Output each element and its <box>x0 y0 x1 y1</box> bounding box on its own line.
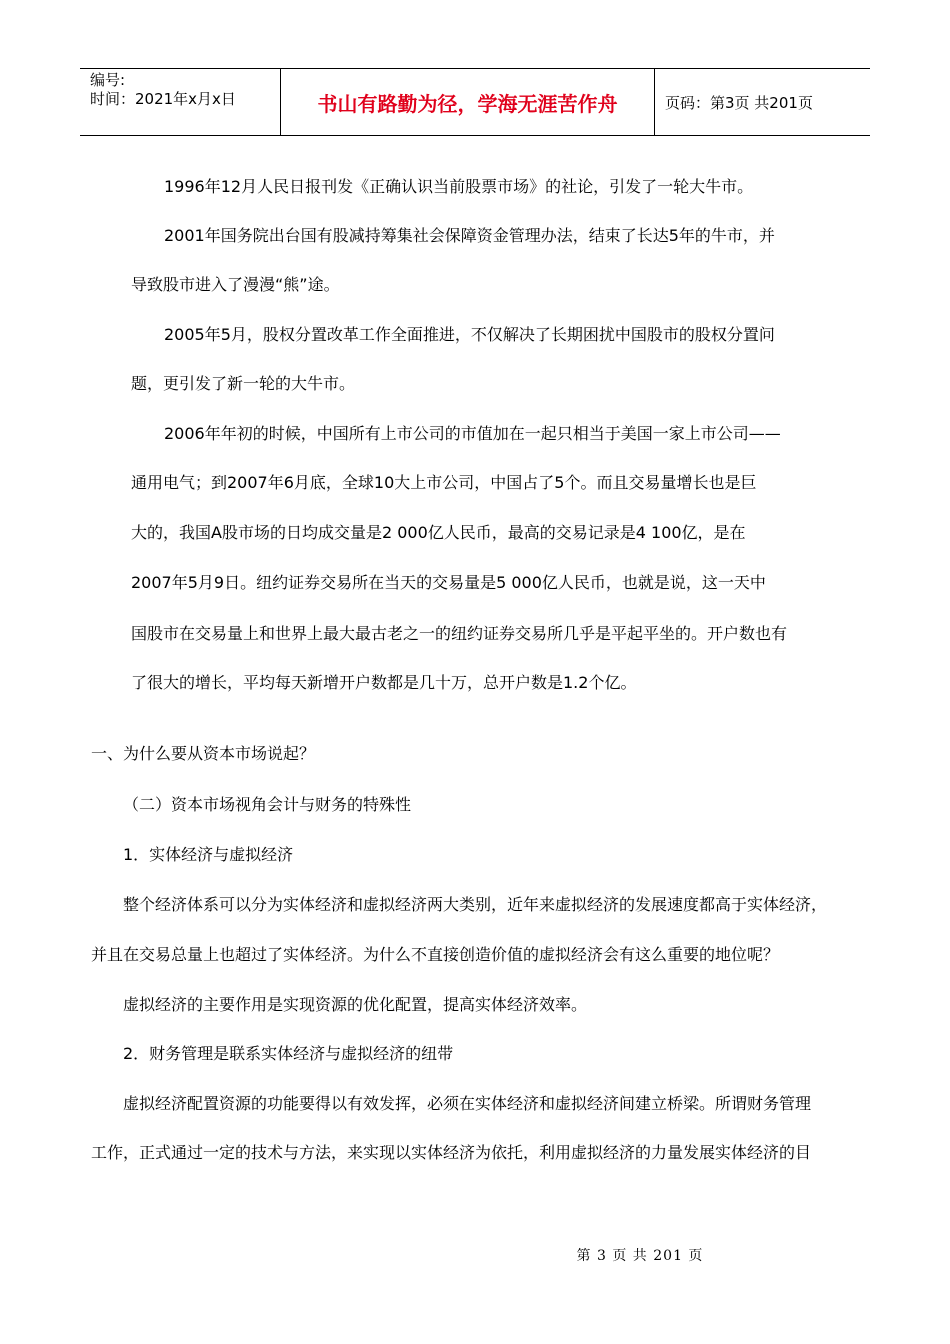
body-line: 虚拟经济配置资源的功能要得以有效发挥，必须在实体经济和虚拟经济间建立桥梁。所谓财务管理 <box>123 1094 812 1113</box>
body-line: 整个经济体系可以分为实体经济和虚拟经济两大类别，近年来虚拟经济的发展速度都高于实体经济， <box>123 895 828 914</box>
body-line: 国股市在交易量上和世界上最大最古老之一的纽约证券交易所几乎是平起平坐的。开户数也有 <box>131 624 788 643</box>
section-heading: 一、为什么要从资本市场说起？ <box>91 744 316 763</box>
header-table <box>80 68 870 136</box>
header-left-cell <box>80 69 281 135</box>
body-line: 题，更引发了新一轮的大牛市。 <box>131 374 356 393</box>
motto-text: 书山有路勤为径，学海无涯苦作舟 <box>317 92 618 116</box>
header-right-cell <box>655 69 870 135</box>
date-label: 时间：2021年x月x日 <box>90 90 236 108</box>
header-middle-cell <box>281 69 655 135</box>
subsection-heading: 1．实体经济与虚拟经济 <box>123 845 294 864</box>
subsection-heading: （二）资本市场视角会计与财务的特殊性 <box>123 795 412 814</box>
body-line: 2005年5月，股权分置改革工作全面推进，不仅解决了长期困扰中国股市的股权分置问 <box>164 325 775 344</box>
page-info-label: 页码：第3页 共201页 <box>665 94 813 112</box>
footer-page-number: 第 3 页 共 201 页 <box>576 1248 704 1264</box>
body-line: 1996年12月人民日报刊发《正确认识当前股票市场》的社论，引发了一轮大牛市。 <box>164 177 754 196</box>
page-footer <box>0 1247 950 1265</box>
subsection-heading: 2．财务管理是联系实体经济与虚拟经济的纽带 <box>123 1044 454 1063</box>
body-line: 通用电气；到2007年6月底，全球10大上市公司，中国占了5个。而且交易量增长也是巨 <box>131 473 757 492</box>
body-line: 2007年5月9日。纽约证券交易所在当天的交易量是5 000亿人民币，也就是说，这一天中 <box>131 573 766 592</box>
serial-number-label: 编号: <box>90 71 126 89</box>
body-line: 大的，我国A股市场的日均成交量是2 000亿人民币，最高的交易记录是4 100亿，是在 <box>131 523 746 542</box>
body-line: 工作，正式通过一定的技术与方法，来实现以实体经济为依托，利用虚拟经济的力量发展实体经济的目 <box>91 1143 812 1162</box>
body-line: 2001年国务院出台国有股减持筹集社会保障资金管理办法，结束了长达5年的牛市，并 <box>164 226 775 245</box>
body-line: 2006年年初的时候，中国所有上市公司的市值加在一起只相当于美国一家上市公司—— <box>164 424 781 443</box>
body-line: 导致股市进入了漫漫“熊”途。 <box>131 275 340 294</box>
body-line: 虚拟经济的主要作用是实现资源的优化配置，提高实体经济效率。 <box>123 995 588 1014</box>
body-line: 并且在交易总量上也超过了实体经济。为什么不直接创造价值的虚拟经济会有这么重要的地位呢？ <box>91 945 780 964</box>
body-line: 了很大的增长，平均每天新增开户数都是几十万，总开户数是1.2个亿。 <box>131 673 637 692</box>
